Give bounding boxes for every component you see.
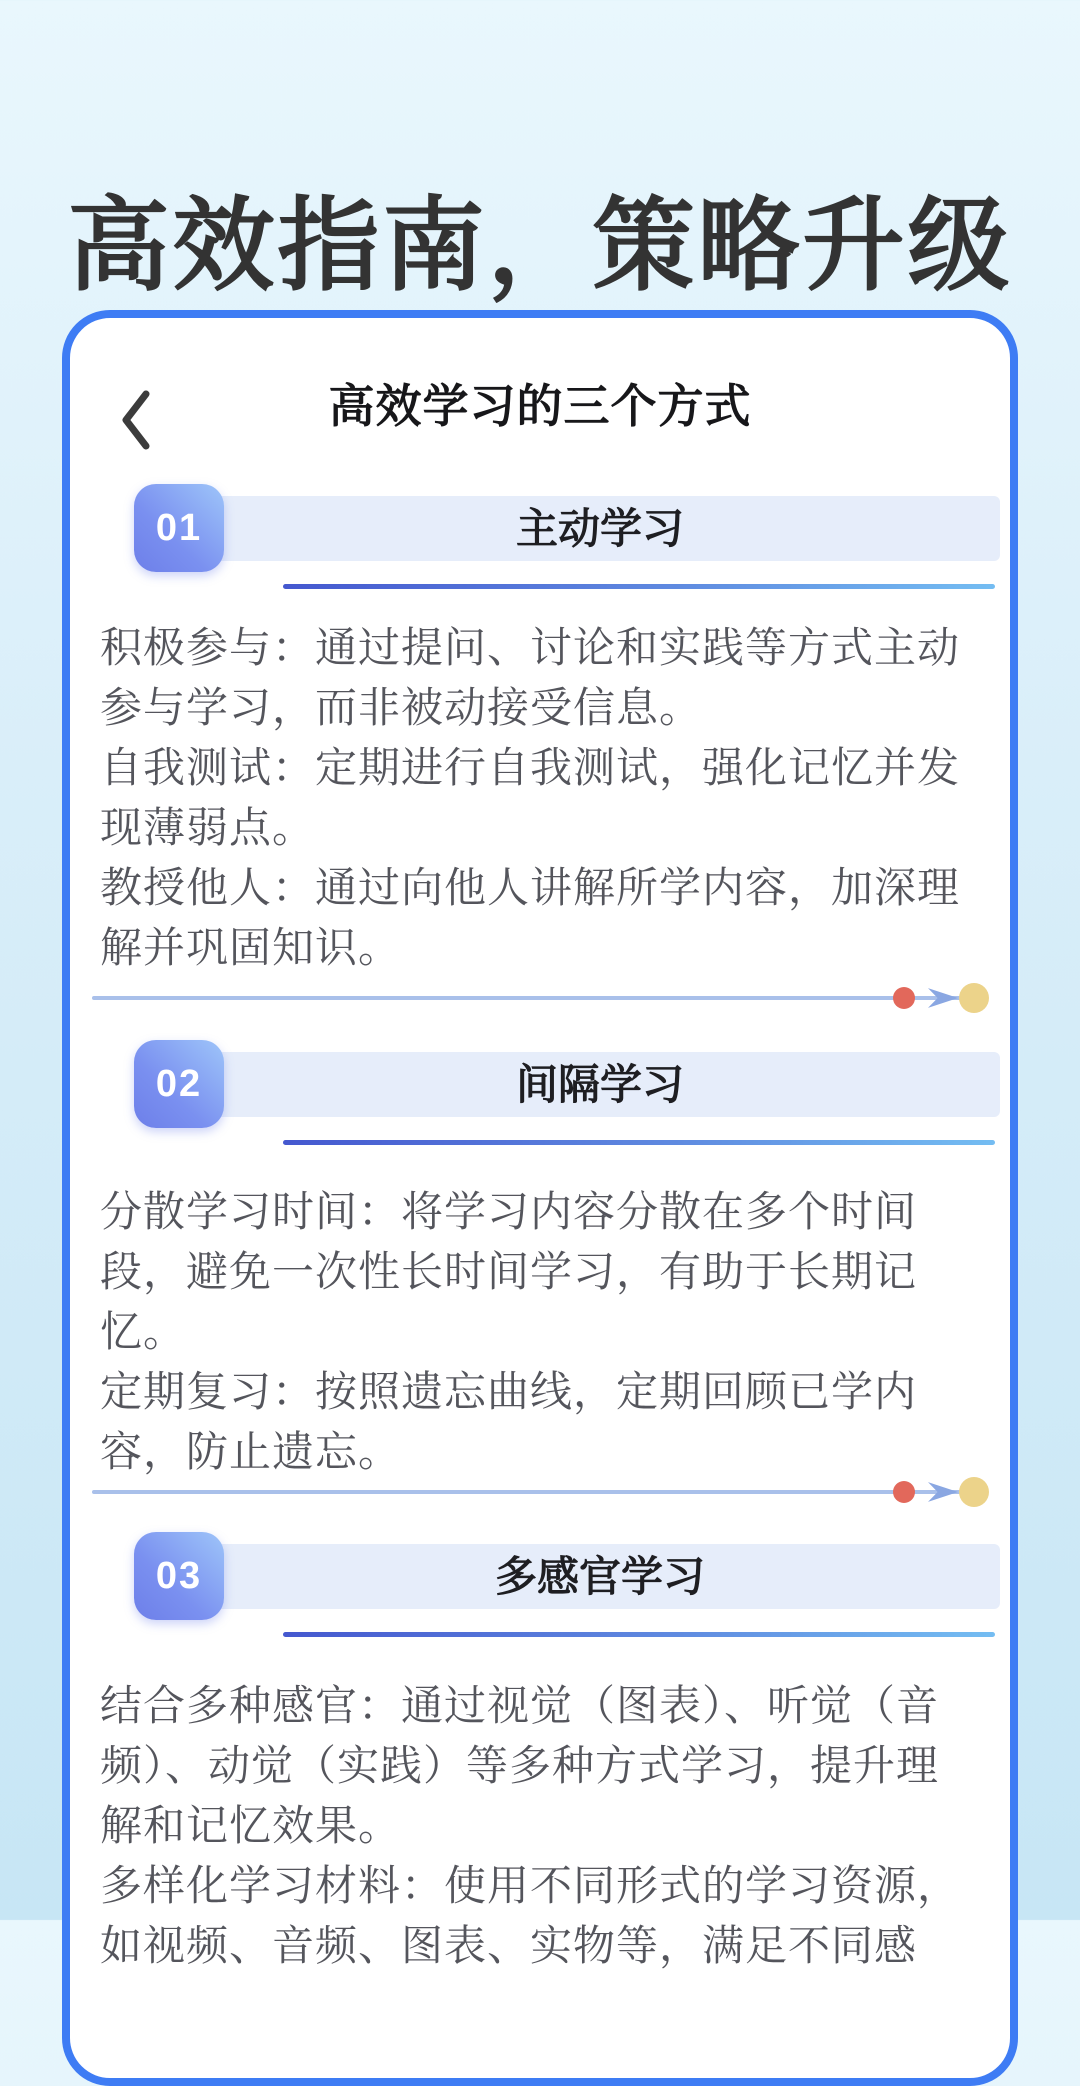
section-number-badge bbox=[134, 1532, 224, 1620]
red-dot-icon bbox=[893, 987, 915, 1009]
content-card bbox=[62, 310, 1018, 2086]
section-title: 主动学习 bbox=[515, 505, 684, 552]
body-line: 多样化学习材料：使用不同形式的学习资源， bbox=[100, 1862, 961, 1909]
section-underline bbox=[283, 1632, 995, 1637]
section-divider bbox=[92, 1490, 985, 1494]
card-inner bbox=[70, 318, 1010, 2062]
section-number-badge bbox=[134, 1040, 224, 1128]
section-underline bbox=[283, 1140, 995, 1145]
body-line: 定期复习：按照遗忘曲线，定期回顾已学内 bbox=[100, 1368, 918, 1415]
section-number: 02 bbox=[155, 1063, 203, 1105]
section-number: 03 bbox=[155, 1555, 203, 1597]
section-body bbox=[100, 618, 1000, 978]
body-line: 自我测试：定期进行自我测试，强化记忆并发 bbox=[100, 744, 961, 791]
section-number-badge bbox=[134, 484, 224, 572]
body-line: 积极参与：通过提问、讨论和实践等方式主动 bbox=[100, 624, 961, 671]
body-line: 现薄弱点。 bbox=[100, 804, 316, 851]
section-header-bar bbox=[200, 496, 1000, 561]
body-line: 段，避免一次性长时间学习，有助于长期记 bbox=[100, 1248, 918, 1295]
body-line: 参与学习，而非被动接受信息。 bbox=[100, 684, 703, 731]
body-line: 结合多种感官：通过视觉（图表）、听觉（音 bbox=[100, 1682, 940, 1729]
section-body bbox=[100, 1676, 1000, 1976]
body-line: 容，防止遗忘。 bbox=[100, 1428, 402, 1475]
section-number: 01 bbox=[155, 507, 203, 549]
body-line: 解和记忆效果。 bbox=[100, 1802, 402, 1849]
body-line: 教授他人：通过向他人讲解所学内容，加深理 bbox=[100, 864, 961, 911]
blue-arrow-icon bbox=[928, 985, 958, 1011]
body-line: 分散学习时间：将学习内容分散在多个时间 bbox=[100, 1188, 918, 1235]
section-body bbox=[100, 1182, 1000, 1482]
card-title: 高效学习的三个方式 bbox=[328, 380, 752, 432]
body-line: 忆。 bbox=[100, 1308, 187, 1355]
blue-arrow-icon bbox=[928, 1479, 958, 1505]
section-divider bbox=[92, 996, 985, 1000]
page-title: 高效指南，策略升级 bbox=[67, 189, 1013, 304]
section-underline bbox=[283, 584, 995, 589]
body-line: 频）、动觉（实践）等多种方式学习，提升理 bbox=[100, 1742, 940, 1789]
yellow-dot-icon bbox=[959, 1477, 989, 1507]
body-line: 如视频、音频、图表、实物等，满足不同感 bbox=[100, 1922, 918, 1969]
section-header-bar bbox=[200, 1052, 1000, 1117]
section-title: 间隔学习 bbox=[515, 1061, 684, 1108]
section-header-bar bbox=[200, 1544, 1000, 1609]
section-title: 多感官学习 bbox=[494, 1553, 705, 1600]
red-dot-icon bbox=[893, 1481, 915, 1503]
body-line: 解并巩固知识。 bbox=[100, 924, 402, 971]
yellow-dot-icon bbox=[959, 983, 989, 1013]
